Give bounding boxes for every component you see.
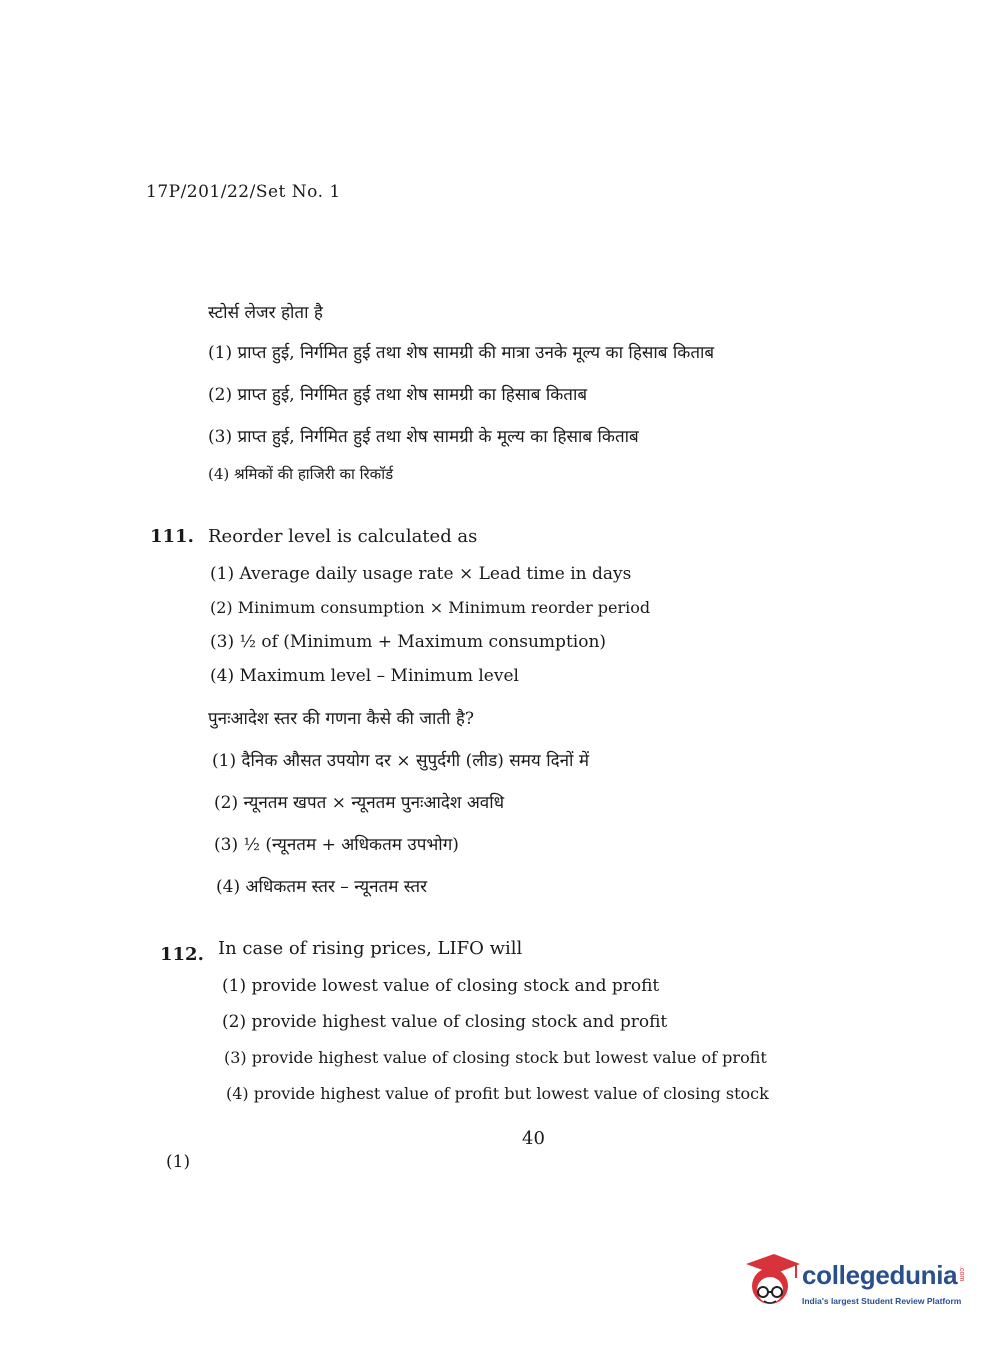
question-112-stem: In case of rising prices, LIFO will — [218, 938, 523, 959]
brand-suffix: .com — [958, 1266, 965, 1282]
prev-hindi-option-3: (3) प्राप्त हुई, निर्गमित हुई तथा शेष सामग्री के मूल्य का हिसाब किताब — [208, 427, 639, 447]
prev-question-hindi-stem: स्टोर्स लेजर होता है — [208, 303, 323, 323]
question-111-stem: Reorder level is calculated as — [208, 526, 478, 547]
student-mascot-icon — [740, 1250, 802, 1312]
question-111-number: 111. — [150, 526, 194, 547]
prev-hindi-option-1: (1) प्राप्त हुई, निर्गमित हुई तथा शेष सामग्री की मात्रा उनके मूल्य का हिसाब किताब — [208, 343, 715, 363]
q111-hindi-option-1: (1) दैनिक औसत उपयोग दर × सुपुर्दगी (लीड) समय दिनों में — [212, 751, 590, 771]
q112-option-3: (3) provide highest value of closing stock but lowest value of profit — [224, 1048, 767, 1067]
collegedunia-logo — [740, 1250, 970, 1320]
prev-hindi-option-4: (4) श्रमिकों की हाजिरी का रिकॉर्ड — [208, 465, 394, 483]
q111-option-4: (4) Maximum level – Minimum level — [210, 666, 519, 686]
q111-hindi-stem: पुनःआदेश स्तर की गणना कैसे की जाती है? — [208, 709, 474, 729]
q112-option-2: (2) provide highest value of closing stock and profit — [222, 1012, 668, 1032]
q112-option-1: (1) provide lowest value of closing stock and profit — [222, 976, 660, 996]
q112-option-4: (4) provide highest value of profit but lowest value of closing stock — [226, 1084, 769, 1103]
brand-tagline: India's largest Student Review Platform — [802, 1296, 962, 1306]
prev-hindi-option-2: (2) प्राप्त हुई, निर्गमित हुई तथा शेष सामग्री का हिसाब किताब — [208, 385, 588, 405]
answer-mark: (1) — [166, 1152, 191, 1172]
brand-name: collegedunia — [802, 1260, 958, 1290]
q111-option-1: (1) Average daily usage rate × Lead time in days — [210, 564, 632, 584]
question-112-number: 112. — [160, 944, 204, 965]
q111-option-3: (3) ½ of (Minimum + Maximum consumption) — [210, 632, 607, 652]
q111-hindi-option-3: (3) ½ (न्यूनतम + अधिकतम उपभोग) — [214, 835, 459, 855]
document-code: 17P/201/22/Set No. 1 — [146, 182, 341, 202]
q111-hindi-option-2: (2) न्यूनतम खपत × न्यूनतम पुनःआदेश अवधि — [214, 793, 505, 813]
q111-option-2: (2) Minimum consumption × Minimum reorder period — [210, 598, 651, 617]
q111-hindi-option-4: (4) अधिकतम स्तर – न्यूनतम स्तर — [216, 877, 428, 897]
page-number: 40 — [522, 1128, 545, 1149]
